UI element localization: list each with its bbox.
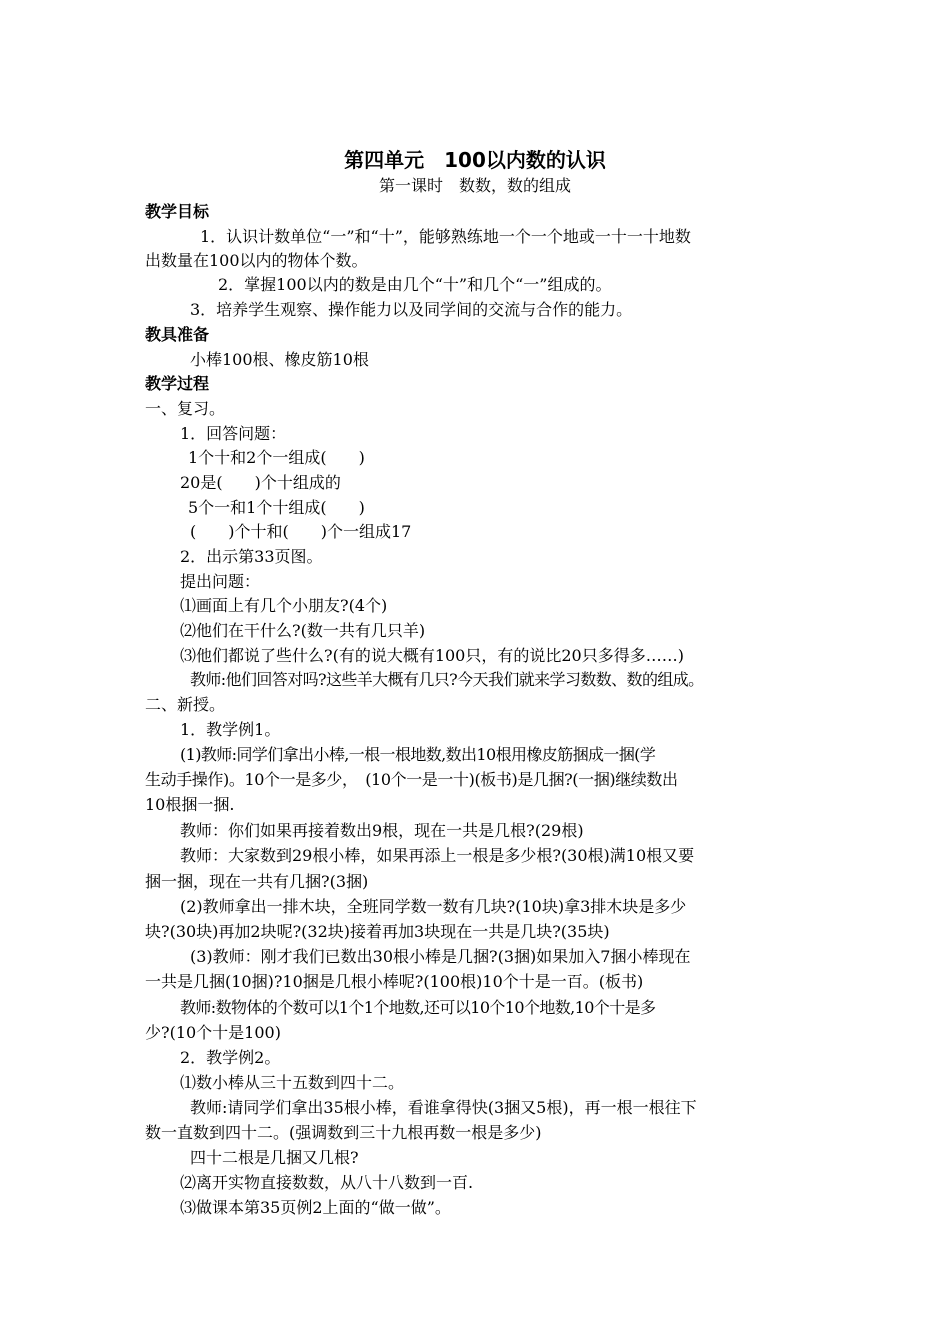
text-line: 1．认识计数单位“一”和“十”，能够熟练地一个一个地或一十一十地数 [200, 227, 691, 246]
text-line: 3．培养学生观察、操作能力以及同学间的交流与合作的能力。 [190, 300, 633, 319]
text-line: 提出问题： [180, 572, 261, 591]
text-line: 教师：大家数到29根小棒，如果再添上一根是多少根?(30根)满10根又要 [180, 846, 695, 865]
text-line: 二、新授。 [145, 695, 226, 714]
text-line: 一、复习。 [145, 399, 226, 418]
text-line: 2．教学例2。 [180, 1048, 281, 1067]
text-line: 教师:数物体的个数可以1个1个地数,还可以10个10个地数,10个十是多 [180, 998, 656, 1017]
text-line: 数一直数到四十二。(强调数到三十九根再数一根是多少) [145, 1123, 542, 1142]
text-line: 1个十和2个一组成( ) [188, 448, 365, 467]
text-line: 20是( )个十组成的 [180, 473, 341, 492]
text-line: (2)教师拿出一排木块，全班同学数一数有几块?(10块)拿3排木块是多少 [180, 897, 687, 916]
text-line: ⑵离开实物直接数数，从八十八数到一百. [180, 1173, 474, 1192]
text-line: 2．掌握100以内的数是由几个“十”和几个“一”组成的。 [218, 275, 612, 294]
text-line: ⑶做课本第35页例2上面的“做一做”。 [180, 1198, 451, 1217]
text-line: (1)教师:同学们拿出小棒,一根一根地数,数出10根用橡皮筋捆成一捆(学 [180, 745, 656, 764]
text-line: ⑵他们在干什么?(数一共有几只羊) [180, 621, 426, 640]
text-line: (3)教师：刚才我们已数出30根小棒是几捆?(3捆)如果加入7捆小棒现在 [190, 947, 691, 966]
text-line: ⑴画面上有几个小朋友?(4个) [180, 596, 388, 615]
text-line: ⑴数小棒从三十五数到四十二。 [180, 1073, 405, 1092]
lesson-title: 第四单元 100以内数的认识 [344, 148, 606, 172]
text-line: 出数量在100以内的物体个数。 [145, 251, 368, 270]
text-line: 1．教学例1。 [180, 720, 281, 739]
text-line: ⑶他们都说了些什么?(有的说大概有100只，有的说比20只多得多……) [180, 646, 684, 665]
text-line: 捆一捆，现在一共有几捆?(3捆) [145, 872, 369, 891]
text-line: 四十二根是几捆又几根? [190, 1148, 359, 1167]
text-line: 1．回答问题： [180, 424, 287, 443]
lesson-subtitle: 第一课时 数数，数的组成 [378, 176, 571, 195]
text-line: 小棒100根、橡皮筋10根 [190, 350, 369, 369]
text-line: 教师：你们如果再接着数出9根，现在一共是几根?(29根) [180, 821, 584, 840]
text-line: 块?(30块)再加2块呢?(32块)接着再加3块现在一共是几块?(35块) [145, 922, 610, 941]
text-line: 5个一和1个十组成( ) [188, 498, 365, 517]
section-heading-goals: 教学目标 [145, 202, 210, 221]
text-line: 10根捆一捆. [145, 795, 235, 814]
section-heading-process: 教学过程 [145, 374, 210, 393]
text-line: 2．出示第33页图。 [180, 547, 323, 566]
text-line: 少?(10个十是100) [145, 1023, 281, 1042]
text-line: 教师:他们回答对吗?这些羊大概有几只?今天我们就来学习数数、数的组成。 [190, 670, 704, 689]
text-line: ( )个十和( )个一组成17 [190, 522, 412, 541]
text-line: 生动手操作)。10个一是多少， (10个一是一十)(板书)是几捆?(一捆)继续数出 [145, 770, 678, 789]
text-line: 教师:请同学们拿出35根小棒，看谁拿得快(3捆又5根)，再一根一根往下 [190, 1098, 697, 1117]
text-line: 一共是几捆(10捆)?10捆是几根小棒呢?(100根)10个十是一百。(板书) [145, 972, 644, 991]
section-heading-materials: 教具准备 [145, 325, 210, 344]
